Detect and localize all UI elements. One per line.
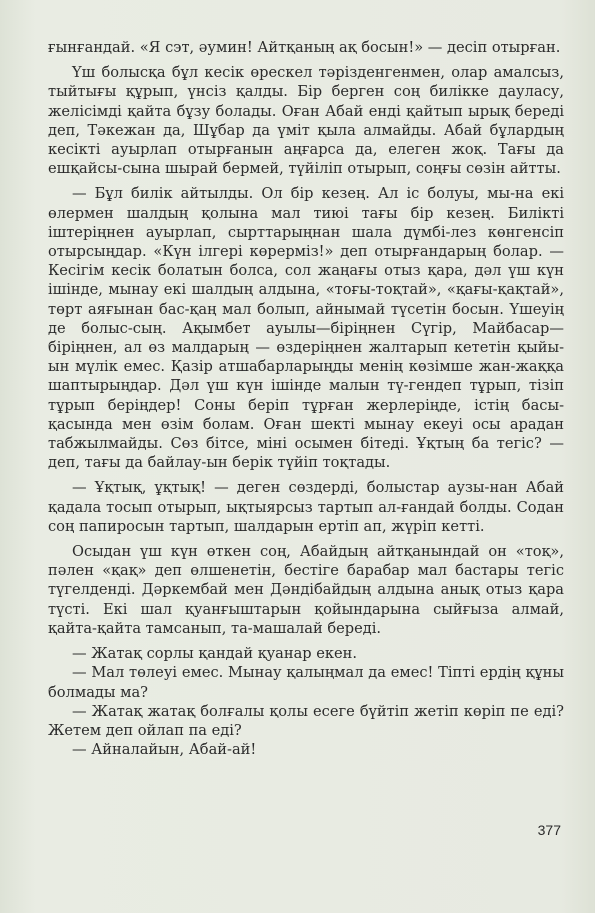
dialogue-line: — Мал төлеуі емес. Мынау қалыңмал да емес! Тіпті ердің құны болмады ма? [48, 664, 564, 701]
paragraph: Үш болысқа бұл кесік өрескел тәрізденгенмен, олар амалсыз, тыйтығы құрып, үнсіз қалды. Бір берген соң биліккe дауласу, желісімді қайта бұзу болады. Оған Абай енді қайтып ырық бередi деп, Тәкежан да, Шұбар да үміт қыла алмайды. Абай бұлардың кесікті ауырлап отырғанын аңғарса да, елеген жоқ. Тағы да ешқайсы-сына шырай бермей, түйіліп отырып, соңғы сөзін айтты. [48, 64, 564, 178]
paragraph: — Бұл билік айтылды. Ол бір кезең. Ал іс болуы, мы-на екі өлермен шалдың қолына мал тиюі тағы бір кезең. Билікті іштеріңнен ауырлап, сырттарыңнан шала дүмбі-лез көнгенсіп отырсыңдар. «Күн ілгері көрерміз!» деп отырғандарың болар. — Кесігім кесік болатын болса, сол жаңағы отыз қара, дәл үш күн ішінде, мынау екі шалдың алдына, «тоғы-тоқтай», «қағы-қақтай», төрт аяғынан бас-қаң мал болып, айнымай түсетін босын. Үшеуің де болыс-сың. Ақымбет ауылы—біріңнен Сүгір, Майбасар—біріңнен, ал өз малдарың — өздеріңнен жалтарып кететін қыйы-ын мүлік емес. Қазір атшабарларыңды менің көзімше жан-жаққа шаптырыңдар. Дәл үш күн ішінде малын тү-гендеп тұрып, тізіп тұрып беріңдер! Соны беріп тұрған жерлеріңде, істің басы-қасында мен өзім болам. Оған шекті мынау екеуі осы арадан табжылмайды. Сөз бітсе, міні осымен бітеді. Ұқтың ба тегіс? — деп, тағы да байлау-ын берік түйіп тоқтады. [48, 185, 564, 472]
dialogue-line: — Жатақ жатақ болғалы қолы есеге бүйтіп жетіп көріп пе еді? Жетем деп ойлап па еді? [48, 702, 564, 739]
page-text [48, 38, 564, 759]
paragraph: ғынғандай. «Я сэт, әумин! Айтқаның ақ босын!» — десіп отырған. [48, 39, 561, 56]
dialogue-line: — Жатақ сорлы қандай қуанар екен. [72, 645, 358, 663]
paragraph: — Ұқтық, ұқтық! — деген сөздерді, болыстар аузы-нан Абай қадала тосып отырып, ықтыярсыз тартып ал-ғандай болды. Содан соң папиросын тартып, шалдарын ертіп ап, жүріп кетті. [48, 479, 564, 535]
page-number: 377 [537, 822, 561, 838]
dialogue-line: — Айналайын, Абай-ай! [72, 741, 257, 759]
paragraph: Осыдан үш күн өткен соң, Абайдың айтқанындай он «тоқ», пәлен «қақ» деп өлшенетін, бестігe барабар мал бастары тегіс түгелденді. Дәркембай мен Дәндібайдың алдына анық отыз қара түсті. Екі шал қуанғыштарын қойындарына сыйғыза алмай, қайта-қайта тамсанып, та-машалай береді. [48, 543, 564, 637]
